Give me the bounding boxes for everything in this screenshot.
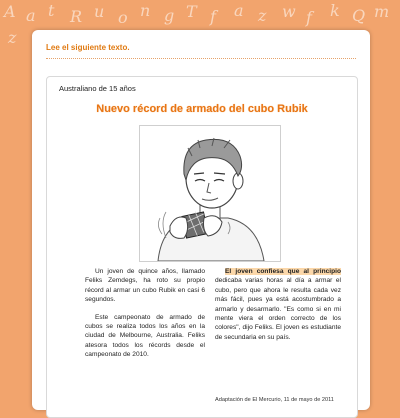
article-paragraph: Un joven de quince años, llamado Feliks Zemdegs, ha roto su propio récord al armar un cubo Rubik en casi 6 segundos. bbox=[85, 268, 205, 304]
bg-letter: Q bbox=[352, 6, 366, 25]
bg-letter: g bbox=[164, 6, 175, 25]
bg-letter: z bbox=[258, 6, 267, 25]
bg-letter: T bbox=[186, 2, 197, 21]
worksheet bbox=[32, 30, 370, 410]
bg-letter: a bbox=[26, 6, 36, 25]
article-paragraph-rest: dedicaba varias horas al día a armar el cubo, pero que ahora le resulta cada vez más fácil, pues ya está acostumbrado a armarlo y desarmarlo. "Es como si en mi mente viera el orden correcto de los colores", dijo Feliks. El joven es estudiante de secundaria en su país. bbox=[215, 277, 341, 341]
bg-letter: o bbox=[118, 8, 128, 27]
bg-letter: w bbox=[282, 2, 296, 21]
bg-letter: z bbox=[8, 28, 17, 47]
bg-letter: u bbox=[94, 2, 105, 21]
bg-letter: R bbox=[70, 7, 83, 26]
boy-with-rubik-cube-illustration bbox=[139, 125, 281, 262]
bg-letter: a bbox=[234, 1, 244, 20]
bg-letter: n bbox=[140, 1, 151, 20]
article-kicker: Australiano de 15 años bbox=[59, 84, 136, 93]
instruction-text: Lee el siguiente texto. bbox=[46, 43, 130, 52]
bg-letter: f bbox=[210, 7, 216, 26]
article-headline: Nuevo récord de armado del cubo Rubik bbox=[96, 103, 308, 115]
article-right-column bbox=[215, 267, 341, 350]
bg-letter: m bbox=[374, 2, 390, 21]
article-source: Adaptación de El Mercurio, 11 de mayo de 2011 bbox=[215, 397, 334, 403]
highlighted-phrase: El joven confiesa que al principio bbox=[225, 268, 341, 275]
illustration-drawing bbox=[140, 126, 280, 261]
article-box bbox=[46, 76, 358, 418]
article-left-column bbox=[85, 267, 205, 368]
dotted-divider bbox=[46, 58, 356, 59]
bg-letter: f bbox=[306, 8, 312, 27]
article-paragraph bbox=[215, 267, 341, 342]
article-paragraph: Este campeonato de armado de cubos se realiza todos los años en la ciudad de Melbourne, Australia. Feliks atesora todos los récords desde el campeonato de 2010. bbox=[85, 313, 205, 359]
bg-letter: t bbox=[48, 1, 55, 20]
bg-letter: k bbox=[330, 1, 340, 20]
bg-letter: A bbox=[4, 2, 16, 21]
